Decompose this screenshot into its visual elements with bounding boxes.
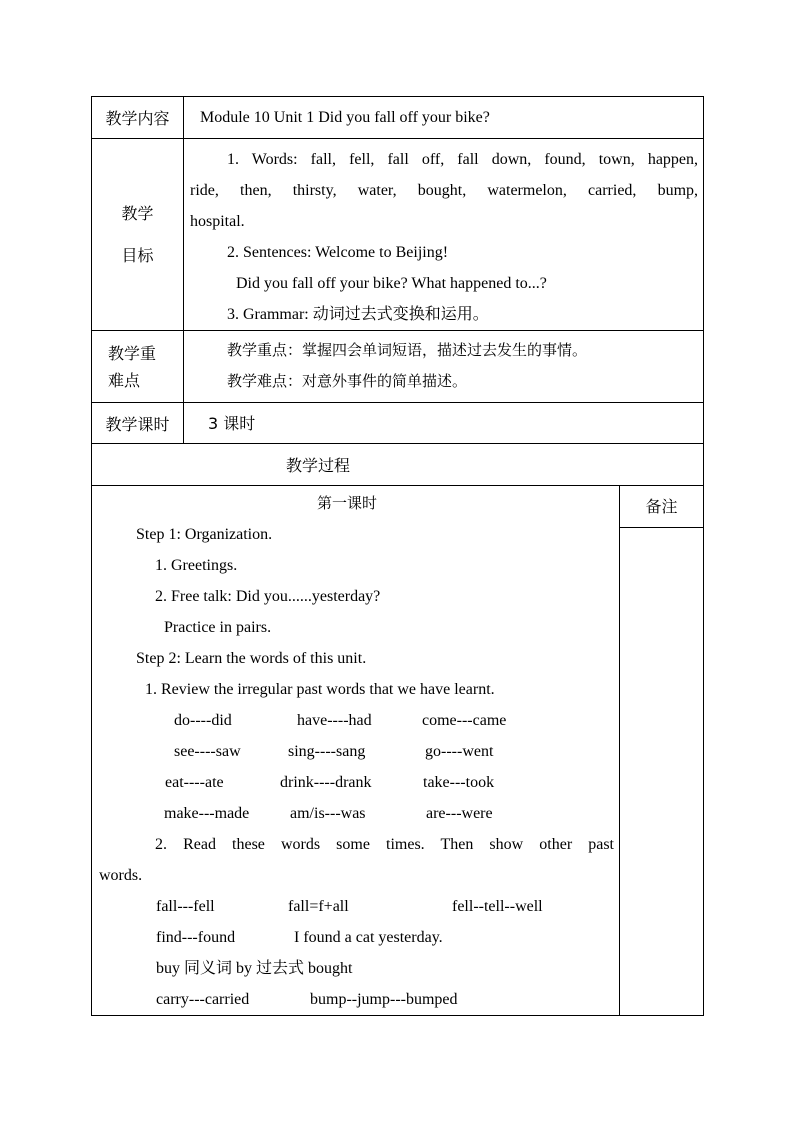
word-pair: go----went bbox=[425, 743, 494, 760]
period-title: 第一课时 bbox=[316, 494, 377, 512]
word-pair: do----did bbox=[174, 712, 232, 729]
step-2: Step 2: Learn the words of this unit. bbox=[136, 650, 367, 667]
word-pairs-row bbox=[99, 767, 619, 798]
word-pair: take---took bbox=[423, 774, 495, 791]
content-row bbox=[92, 97, 704, 139]
find-row bbox=[99, 922, 619, 953]
word-pair: drink----drank bbox=[280, 774, 372, 791]
key-points-row bbox=[92, 331, 704, 403]
fall-row bbox=[99, 891, 619, 922]
word-pair: eat----ate bbox=[165, 774, 224, 791]
word-pair: have----had bbox=[297, 712, 372, 729]
word-pairs-row bbox=[99, 798, 619, 829]
word-pairs-row bbox=[99, 705, 619, 736]
read-line-2: words. bbox=[99, 867, 143, 884]
found-sentence: I found a cat yesterday. bbox=[294, 929, 443, 946]
lesson-plan-page bbox=[91, 96, 703, 1016]
carry-pair: carry---carried bbox=[156, 991, 250, 1008]
step-1: Step 1: Organization. bbox=[136, 526, 273, 543]
remarks-header: 备注 bbox=[620, 486, 703, 528]
word-pair: are---were bbox=[426, 805, 493, 822]
word-pair: see----saw bbox=[174, 743, 241, 760]
content-label: 教学内容 bbox=[92, 97, 184, 139]
carry-row bbox=[99, 984, 619, 1015]
word-pair: make---made bbox=[164, 805, 250, 822]
sentences-line-2: Did you fall off your bike? What happened to...? bbox=[236, 275, 547, 292]
word-pairs-row bbox=[99, 736, 619, 767]
process-title: 教学过程 bbox=[286, 456, 351, 475]
difficult-point: 教学难点：对意外事件的简单描述。 bbox=[227, 372, 468, 390]
practice-line: Practice in pairs. bbox=[164, 619, 272, 636]
periods-value: 3 课时 bbox=[208, 413, 256, 433]
periods-row bbox=[92, 403, 704, 444]
key-points-label-2: 难点 bbox=[108, 370, 141, 390]
fall-pair: fall---fell bbox=[156, 898, 215, 915]
objectives-label-1: 教学 bbox=[121, 203, 154, 223]
key-points-label-1: 教学重 bbox=[108, 343, 157, 363]
process-body-row bbox=[92, 486, 704, 1016]
greetings-line: 1. Greetings. bbox=[155, 557, 238, 574]
sentences-line-1: 2. Sentences: Welcome to Beijing! bbox=[227, 244, 449, 261]
words-line-2: ride, then, thirsty, water, bought, watermelon, carried, bump, bbox=[190, 182, 699, 199]
buy-line: buy 同义词 by 过去式 bought bbox=[156, 960, 353, 977]
fall-split: fall=f+all bbox=[288, 898, 349, 915]
periods-label: 教学课时 bbox=[92, 403, 184, 444]
key-point: 教学重点：掌握四会单词短语，描述过去发生的事情。 bbox=[227, 341, 588, 359]
bump-chain: bump--jump---bumped bbox=[310, 991, 458, 1008]
process-title-row bbox=[92, 444, 704, 486]
find-pair: find---found bbox=[156, 929, 236, 946]
word-pair: am/is---was bbox=[290, 805, 366, 822]
words-line-1: 1. Words: fall, fell, fall off, fall down, found, town, happen, bbox=[227, 151, 699, 168]
fall-rhyme: fell--tell--well bbox=[452, 898, 543, 915]
objectives-row bbox=[92, 139, 704, 331]
word-pair: come---came bbox=[422, 712, 507, 729]
review-line: 1. Review the irregular past words that we have learnt. bbox=[145, 681, 495, 698]
grammar-line: 3. Grammar: 动词过去式变换和运用。 bbox=[227, 306, 489, 323]
words-line-3: hospital. bbox=[190, 213, 245, 230]
remarks-column bbox=[620, 486, 704, 1016]
objectives-label-2: 目标 bbox=[121, 245, 154, 265]
read-line-1: 2. Read these words some times. Then show other past bbox=[155, 836, 614, 853]
word-pair: sing----sang bbox=[288, 743, 366, 760]
process-content bbox=[92, 486, 620, 1016]
module-title: Module 10 Unit 1 Did you fall off your bike? bbox=[200, 109, 490, 126]
lesson-plan-table bbox=[91, 96, 704, 1016]
free-talk-line: 2. Free talk: Did you......yesterday? bbox=[155, 588, 381, 605]
